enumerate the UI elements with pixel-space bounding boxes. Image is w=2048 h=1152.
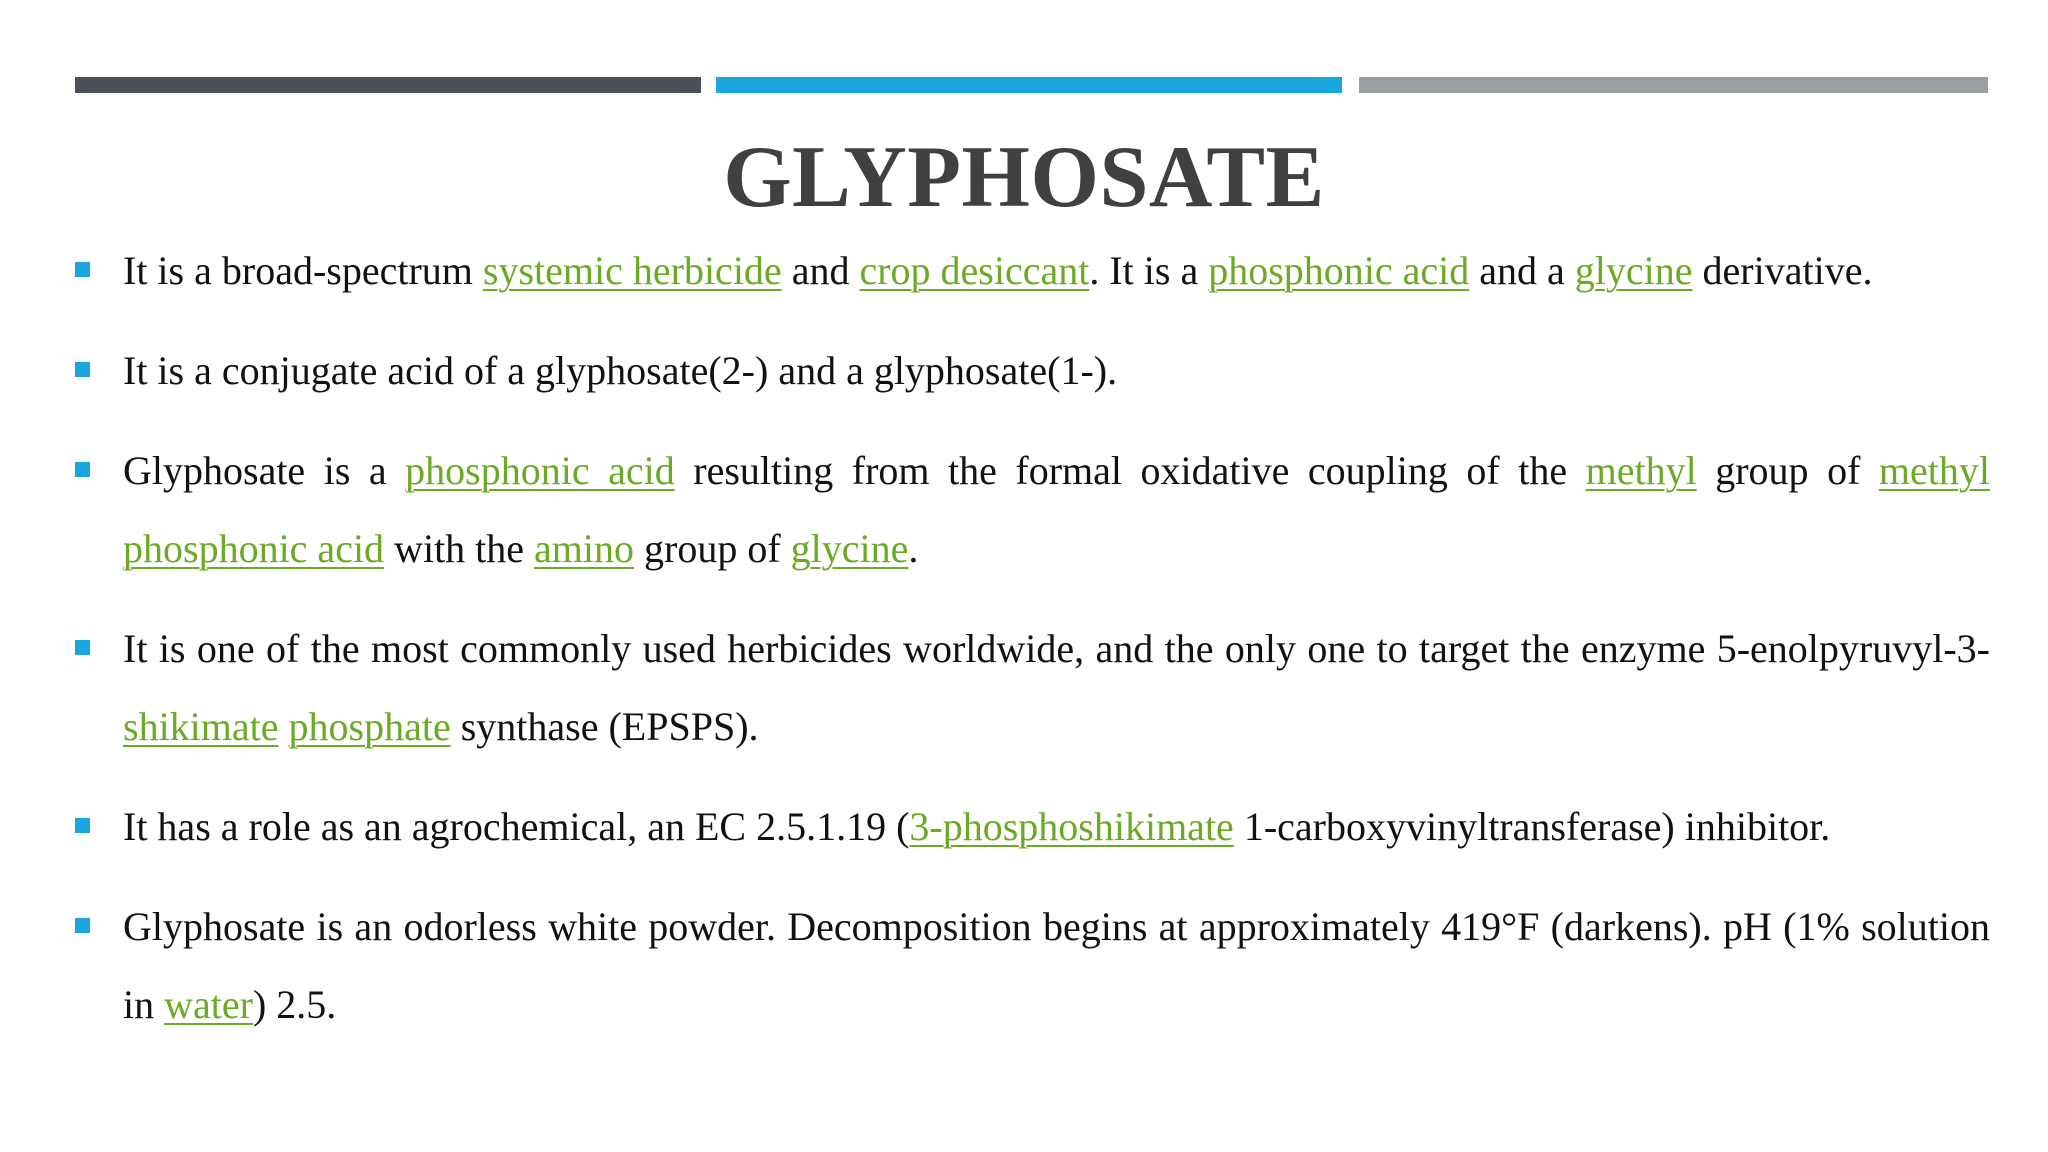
bullet-item-5 <box>75 788 1990 866</box>
bullet-text: group of <box>634 526 791 571</box>
bullet-item-3 <box>75 432 1990 588</box>
bullet-text: It is a broad-spectrum <box>123 248 483 293</box>
bullet-text: Glyphosate is a <box>123 448 406 493</box>
accent-bar-dark <box>75 77 701 93</box>
accent-bar-blue <box>716 77 1342 93</box>
bullet-text: It has a role as an agrochemical, an EC 2.5.1.19 ( <box>123 804 910 849</box>
link-3-phosphoshikimate[interactable]: 3-phosphoshikimate <box>909 804 1234 849</box>
bullet-text: derivative. <box>1692 248 1873 293</box>
bullet-text: . <box>908 526 919 571</box>
link-shikimate[interactable]: shikimate <box>123 704 279 749</box>
link-glycine[interactable]: glycine <box>790 526 909 571</box>
square-bullet-icon <box>75 462 90 477</box>
bullet-text: synthase (EPSPS). <box>450 704 759 749</box>
square-bullet-icon <box>75 918 90 933</box>
link-crop-desiccant[interactable]: crop desiccant <box>859 248 1090 293</box>
bullet-text <box>279 704 289 749</box>
bullet-text: and <box>781 248 860 293</box>
link-glycine[interactable]: glycine <box>1574 248 1693 293</box>
bullet-item-1 <box>75 232 1990 310</box>
bullet-text: Glyphosate is an odorless white powder. Decomposition begins at approximately 419°F (darkens). pH (1% solution in <box>123 904 1990 1027</box>
bullet-text: It is a conjugate acid of a glyphosate(2-) and a glyphosate(1-). <box>123 348 1118 393</box>
square-bullet-icon <box>75 262 90 277</box>
bullet-text: with the <box>384 526 535 571</box>
square-bullet-icon <box>75 640 90 655</box>
accent-bar-gray <box>1359 77 1988 93</box>
bullet-text: resulting from the formal oxidative coupling of the <box>674 448 1586 493</box>
link-phosphonic-acid[interactable]: phosphonic acid <box>1208 248 1470 293</box>
bullet-text: 1-carboxyvinyltransferase) inhibitor. <box>1233 804 1831 849</box>
bullet-text: . It is a <box>1089 248 1209 293</box>
bullet-text: It is one of the most commonly used herbicides worldwide, and the only one to target the enzyme 5-enolpyruvyl-3- <box>123 626 1990 671</box>
link-methyl-phosphonic-acid[interactable]: methyl phosphonic acid <box>123 448 1990 571</box>
slide-title: GLYPHOSATE <box>723 129 1325 226</box>
bullet-text: group of <box>1696 448 1879 493</box>
bullet-item-6 <box>75 888 1990 1044</box>
link-amino[interactable]: amino <box>534 526 635 571</box>
link-phosphonic-acid[interactable]: phosphonic acid <box>405 448 675 493</box>
square-bullet-icon <box>75 818 90 833</box>
bullet-item-4 <box>75 610 1990 766</box>
link-phosphate[interactable]: phosphate <box>288 704 451 749</box>
top-accent-bars <box>75 77 1988 93</box>
link-systemic-herbicide[interactable]: systemic herbicide <box>482 248 782 293</box>
bullet-text: ) 2.5. <box>252 982 337 1027</box>
link-methyl[interactable]: methyl <box>1585 448 1697 493</box>
square-bullet-icon <box>75 362 90 377</box>
bullet-text: and a <box>1469 248 1575 293</box>
bullet-item-2 <box>75 332 1990 410</box>
bullet-list <box>75 232 1990 1066</box>
link-water[interactable]: water <box>164 982 253 1027</box>
